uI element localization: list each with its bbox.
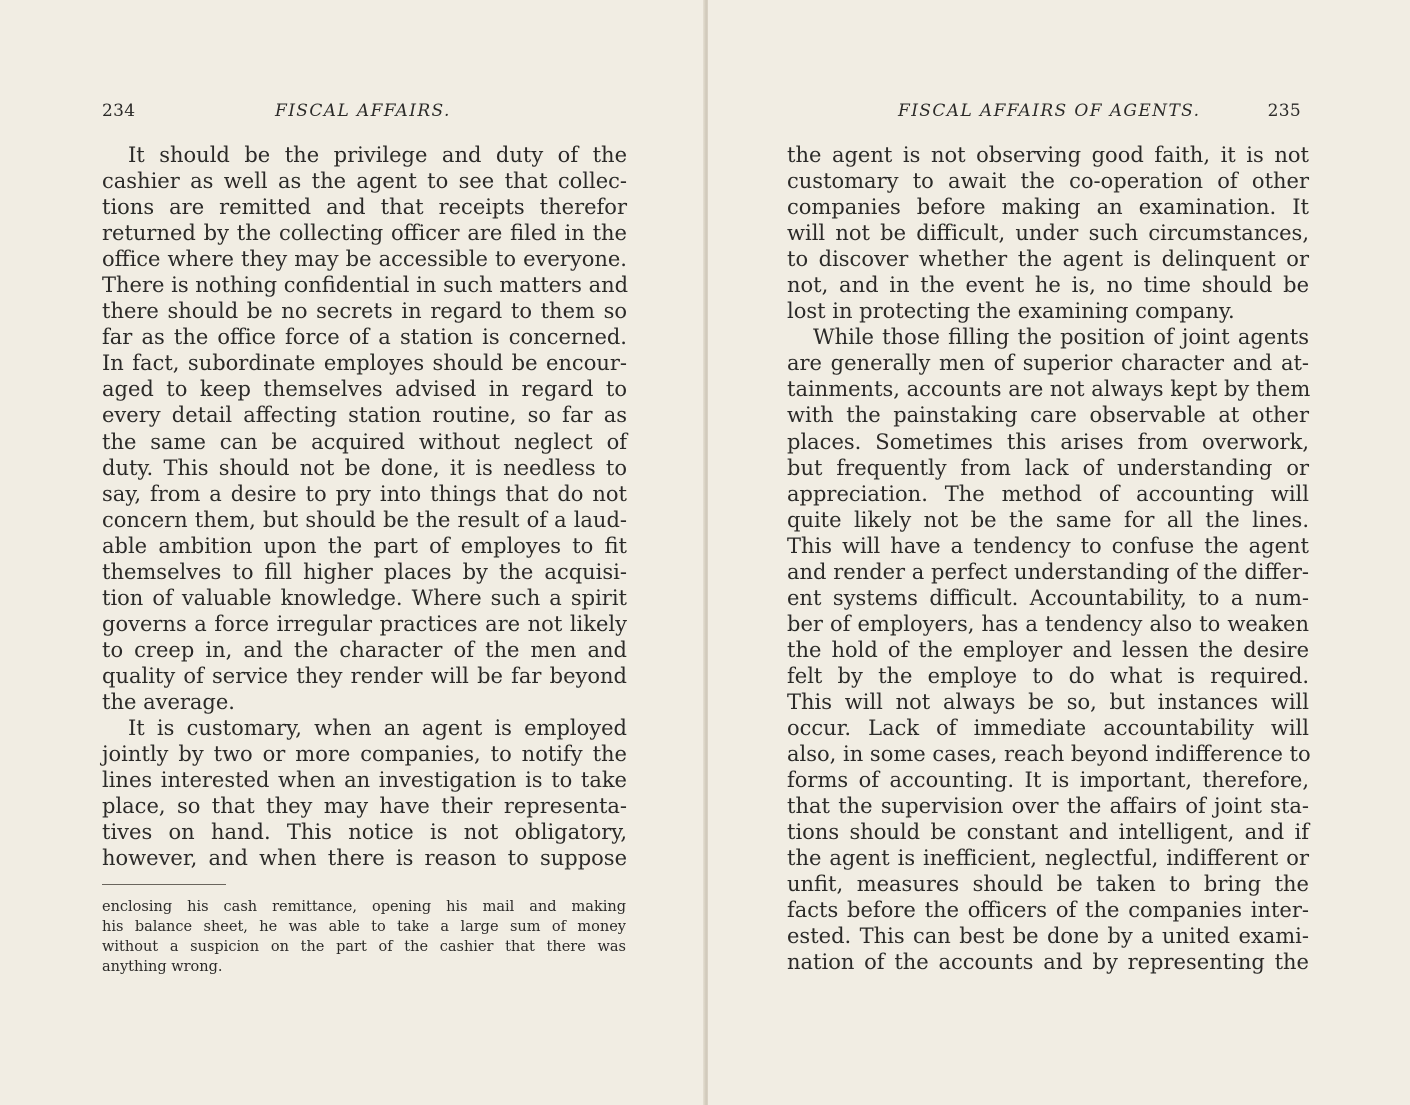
text-line: There is nothing confidential in such matters and bbox=[102, 273, 629, 298]
text-line: to discover whether the agent is delinquent or bbox=[787, 247, 1309, 272]
text-line: the agent is not observing good faith, it is not bbox=[787, 143, 1309, 167]
text-line: with the painstaking care observable at other bbox=[787, 403, 1309, 428]
text-line: tives on hand. This notice is not obligatory, bbox=[102, 820, 627, 845]
text-line: quality of service they render will be far beyond bbox=[102, 663, 627, 688]
text-line: It is customary, when an agent is employed bbox=[128, 716, 627, 741]
text-line: however, and when there is reason to suppose bbox=[102, 846, 627, 871]
text-line: the average. bbox=[102, 689, 235, 714]
text-line: but frequently from lack of understanding or bbox=[787, 455, 1309, 480]
text-line: ent systems difficult. Accountability, to a num- bbox=[787, 585, 1309, 610]
text-line: will not be difficult, under such circumstances, bbox=[787, 221, 1309, 246]
text-line: customary to await the co-operation of other bbox=[787, 169, 1309, 194]
right-page-header bbox=[898, 98, 1301, 124]
text-line: tion of valuable knowledge. Where such a spirit bbox=[102, 585, 627, 610]
page-number: 235 bbox=[1267, 101, 1301, 121]
text-line: tions are remitted and that receipts therefor bbox=[102, 195, 627, 220]
text-line: office where they may be accessible to everyone. bbox=[102, 247, 627, 272]
right-page bbox=[708, 0, 1410, 1105]
text-line: duty. This should not be done, it is needless to bbox=[102, 455, 627, 480]
text-line: the hold of the employer and lessen the desire bbox=[787, 637, 1309, 662]
right-body-text bbox=[787, 142, 1309, 976]
text-line: to creep in, and the character of the men and bbox=[102, 637, 627, 662]
text-line: jointly by two or more companies, to notify the bbox=[102, 742, 627, 767]
left-page-header bbox=[102, 98, 627, 124]
text-line: also, in some cases, reach beyond indifference to bbox=[787, 742, 1311, 767]
text-line: returned by the collecting officer are filed in the bbox=[102, 221, 627, 246]
footnote-line: without a suspicion on the part of the cashier that there was bbox=[102, 939, 626, 955]
text-line: tions should be constant and intelligent, and if bbox=[787, 820, 1309, 845]
text-line: not, and in the event he is, no time should be bbox=[787, 273, 1309, 298]
footnote-line: his balance sheet, he was able to take a large sum of money bbox=[102, 919, 626, 935]
text-line: forms of accounting. It is important, therefore, bbox=[787, 768, 1309, 793]
footnote-line: anything wrong. bbox=[102, 959, 223, 975]
text-line: and render a perfect understanding of the differ- bbox=[787, 559, 1309, 584]
text-line: ested. This can best be done by a united exami- bbox=[787, 924, 1309, 949]
running-head: FISCAL AFFAIRS. bbox=[275, 101, 451, 121]
text-line: In fact, subordinate employes should be encour- bbox=[102, 351, 627, 376]
text-line: themselves to fill higher places by the acquisi- bbox=[102, 559, 627, 584]
text-line: places. Sometimes this arises from overwork, bbox=[787, 429, 1309, 454]
text-line: occur. Lack of immediate accountability will bbox=[787, 716, 1309, 741]
text-line: place, so that they may have their representa- bbox=[102, 794, 627, 819]
text-line: are generally men of superior character and at- bbox=[787, 351, 1309, 376]
text-line: appreciation. The method of accounting will bbox=[787, 481, 1309, 506]
footnote-divider bbox=[102, 884, 226, 885]
text-line: lines interested when an investigation is to take bbox=[102, 768, 627, 793]
text-line: felt by the employe to do what is required. bbox=[787, 663, 1309, 688]
text-line: there should be no secrets in regard to them so bbox=[102, 299, 627, 324]
footnote bbox=[102, 897, 626, 977]
text-line: concern them, but should be the result of a laud- bbox=[102, 507, 627, 532]
text-line: ber of employers, has a tendency also to weaken bbox=[787, 611, 1309, 636]
text-line: governs a force irregular practices are not likely bbox=[102, 611, 627, 636]
text-line: tainments, accounts are not always kept by them bbox=[787, 377, 1311, 402]
text-line: that the supervision over the affairs of joint sta- bbox=[787, 794, 1309, 819]
left-body-text bbox=[102, 142, 627, 871]
text-line: While those filling the position of joint agents bbox=[813, 325, 1309, 350]
text-line: quite likely not be the same for all the lines. bbox=[787, 507, 1309, 532]
text-line: unfit, measures should be taken to bring the bbox=[787, 872, 1309, 897]
text-line: This will not always be so, but instances will bbox=[787, 689, 1309, 714]
text-line: facts before the officers of the companies inter- bbox=[787, 898, 1309, 923]
footnote-line: enclosing his cash remittance, opening his mail and making bbox=[102, 899, 626, 915]
text-line: able ambition upon the part of employes to fit bbox=[102, 533, 627, 558]
text-line: far as the office force of a station is concerned. bbox=[102, 325, 627, 350]
text-line: every detail affecting station routine, so far as bbox=[102, 403, 627, 428]
page-number: 234 bbox=[102, 101, 136, 121]
text-line: aged to keep themselves advised in regard to bbox=[102, 377, 627, 402]
text-line: This will have a tendency to confuse the agent bbox=[787, 533, 1309, 558]
text-line: cashier as well as the agent to see that collec- bbox=[102, 169, 627, 194]
text-line: the same can be acquired without neglect of bbox=[102, 429, 627, 454]
text-line: companies before making an examination. It bbox=[787, 195, 1309, 220]
text-line: lost in protecting the examining company. bbox=[787, 299, 1235, 324]
running-head: FISCAL AFFAIRS OF AGENTS. bbox=[898, 101, 1201, 121]
text-line: say, from a desire to pry into things that do not bbox=[102, 481, 627, 506]
text-line: nation of the accounts and by representing the bbox=[787, 950, 1309, 975]
text-line: the agent is inefficient, neglectful, indifferent or bbox=[787, 846, 1309, 871]
text-line: It should be the privilege and duty of the bbox=[128, 143, 627, 167]
